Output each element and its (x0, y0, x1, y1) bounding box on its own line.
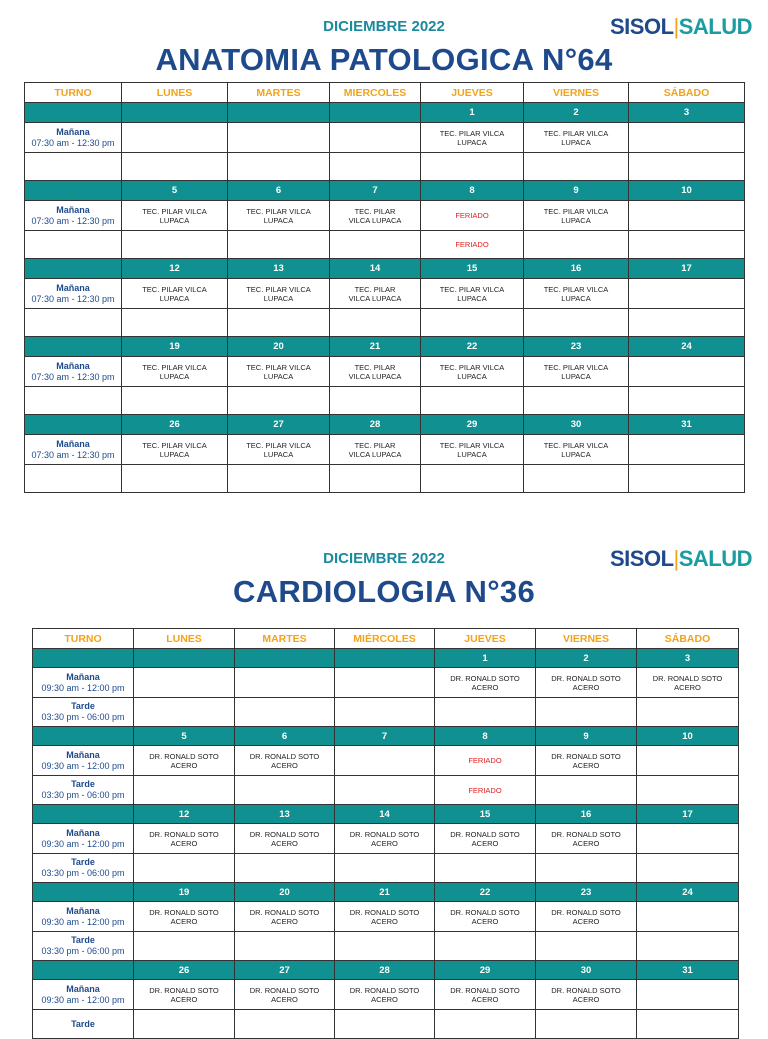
shift-row (25, 435, 745, 465)
turno-time: 03:30 pm - 06:00 pm (41, 790, 125, 800)
schedule-cell (637, 932, 739, 961)
date-cell: 24 (629, 337, 745, 357)
date-row (33, 805, 739, 824)
schedule-cell (629, 465, 745, 493)
schedule-cell (524, 465, 629, 493)
date-cell: 26 (122, 415, 228, 435)
turno-cell (33, 668, 134, 698)
schedule-cell (629, 309, 745, 337)
schedule-cell: TEC. PILAR VILCA LUPACA (421, 279, 524, 309)
column-header: MARTES (228, 83, 330, 103)
turno-label: Mañana (66, 983, 100, 994)
schedule-cell (335, 1010, 435, 1039)
turno-label: Mañana (66, 827, 100, 838)
schedule-cell (330, 231, 421, 259)
date-cell: 21 (335, 883, 435, 902)
date-row (33, 883, 739, 902)
shift-row (25, 387, 745, 415)
date-cell: 5 (134, 727, 235, 746)
turno-time: 09:30 am - 12:00 pm (41, 760, 125, 771)
schedule-cell: TEC. PILAR VILCA LUPACA (330, 435, 421, 465)
date-cell: 9 (524, 181, 629, 201)
column-header: JUEVES (421, 83, 524, 103)
turno-cell (25, 123, 122, 153)
schedule-cell (435, 698, 536, 727)
turno-time: 07:30 am - 12:30 pm (31, 293, 115, 304)
date-cell-empty (33, 727, 134, 746)
turno-cell (33, 1010, 134, 1039)
schedule-cell: TEC. PILAR VILCA LUPACA (524, 123, 629, 153)
date-cell: 3 (629, 103, 745, 123)
header-row (33, 629, 739, 649)
date-cell-empty (25, 181, 122, 201)
turno-time: 09:30 am - 12:00 pm (41, 994, 125, 1005)
schedule-cell: TEC. PILAR VILCA LUPACA (421, 123, 524, 153)
shift-row (33, 776, 739, 805)
schedule-cell: DR. RONALD SOTO ACERO (235, 746, 335, 776)
schedule-cell: DR. RONALD SOTO ACERO (536, 746, 637, 776)
turno-label: Tarde (71, 935, 95, 945)
date-cell: 7 (330, 181, 421, 201)
schedule-cell (629, 435, 745, 465)
schedule-cell: TEC. PILAR VILCA LUPACA (122, 357, 228, 387)
turno-label: Mañana (56, 360, 90, 371)
schedule-cell: FERIADO (435, 746, 536, 776)
date-cell (134, 649, 235, 668)
column-header: SÁBADO (629, 83, 745, 103)
shift-row (25, 231, 745, 259)
turno-time: 07:30 am - 12:30 pm (31, 371, 115, 382)
turno-label: Mañana (66, 671, 100, 682)
date-cell: 27 (235, 961, 335, 980)
column-header: MARTES (235, 629, 335, 649)
column-header: VIERNES (536, 629, 637, 649)
schedule-cell (637, 776, 739, 805)
schedule-cell (536, 698, 637, 727)
schedule-cell: FERIADO (421, 231, 524, 259)
schedule-cell (134, 1010, 235, 1039)
schedule-cell (330, 309, 421, 337)
turno-cell (25, 231, 122, 259)
turno-label: Mañana (66, 749, 100, 760)
date-cell: 13 (228, 259, 330, 279)
schedule-cell (335, 854, 435, 883)
sisol-salud-logo: SISOL|SALUD (610, 546, 753, 571)
turno-time: 03:30 pm - 06:00 pm (41, 712, 125, 722)
schedule-cell: TEC. PILAR VILCA LUPACA (524, 435, 629, 465)
schedule-cell (330, 387, 421, 415)
schedule-cell (524, 153, 629, 181)
date-cell: 24 (637, 883, 739, 902)
schedule-cell: TEC. PILAR VILCA LUPACA (228, 357, 330, 387)
turno-cell (33, 854, 134, 883)
schedule-cell: DR. RONALD SOTO ACERO (435, 824, 536, 854)
turno-label: Mañana (56, 126, 90, 137)
schedule-cell (637, 698, 739, 727)
schedule-cell (629, 201, 745, 231)
turno-time: 09:30 am - 12:00 pm (41, 916, 125, 927)
column-header: TURNO (25, 83, 122, 103)
schedule-cell (637, 1010, 739, 1039)
schedule-cell: DR. RONALD SOTO ACERO (235, 824, 335, 854)
date-cell: 23 (524, 337, 629, 357)
turno-cell (33, 902, 134, 932)
date-cell-empty (33, 649, 134, 668)
date-cell-empty (25, 103, 122, 123)
shift-row (33, 668, 739, 698)
turno-cell (25, 279, 122, 309)
schedule-cell: DR. RONALD SOTO ACERO (134, 824, 235, 854)
date-cell (235, 649, 335, 668)
schedule-cell: TEC. PILAR VILCA LUPACA (122, 279, 228, 309)
month-label: DICIEMBRE 2022 (323, 550, 445, 567)
schedule-cell (524, 231, 629, 259)
schedule-cell: DR. RONALD SOTO ACERO (235, 980, 335, 1010)
header-row (25, 83, 745, 103)
schedule-cell (235, 776, 335, 805)
date-cell-empty (25, 415, 122, 435)
schedule-cell: TEC. PILAR VILCA LUPACA (228, 201, 330, 231)
turno-cell (25, 309, 122, 337)
page-title: CARDIOLOGIA N°36 (233, 574, 535, 609)
schedule-cell: DR. RONALD SOTO ACERO (536, 902, 637, 932)
schedule-cell (435, 932, 536, 961)
schedule-cell (122, 123, 228, 153)
shift-row (25, 309, 745, 337)
schedule-cell: DR. RONALD SOTO ACERO (536, 824, 637, 854)
shift-row (25, 153, 745, 181)
date-cell: 31 (629, 415, 745, 435)
date-cell: 2 (524, 103, 629, 123)
date-cell: 20 (228, 337, 330, 357)
schedule-cell (629, 357, 745, 387)
date-cell: 14 (335, 805, 435, 824)
schedule-cell (235, 932, 335, 961)
schedule-cell: TEC. PILAR VILCA LUPACA (421, 435, 524, 465)
schedule-cell (335, 698, 435, 727)
schedule-cell (637, 980, 739, 1010)
turno-cell (25, 357, 122, 387)
shift-row (33, 1010, 739, 1039)
schedule-cell (335, 668, 435, 698)
shift-row (33, 746, 739, 776)
schedule-cell (536, 932, 637, 961)
turno-cell (33, 746, 134, 776)
schedule-cell: DR. RONALD SOTO ACERO (435, 902, 536, 932)
column-header: JUEVES (435, 629, 536, 649)
schedule-cell (134, 776, 235, 805)
turno-cell (25, 465, 122, 493)
column-header: SÁBADO (637, 629, 739, 649)
date-cell: 12 (134, 805, 235, 824)
schedule-cell (435, 1010, 536, 1039)
schedule-cell: TEC. PILAR VILCA LUPACA (122, 435, 228, 465)
schedule-cell (330, 153, 421, 181)
turno-cell (25, 153, 122, 181)
schedule-cell (228, 387, 330, 415)
schedule-cell: DR. RONALD SOTO ACERO (335, 902, 435, 932)
schedule-cell: TEC. PILAR VILCA LUPACA (122, 201, 228, 231)
date-cell: 6 (228, 181, 330, 201)
schedule-cell (637, 746, 739, 776)
date-cell-empty (33, 805, 134, 824)
shift-row (33, 902, 739, 932)
turno-cell (33, 776, 134, 805)
date-cell: 10 (637, 727, 739, 746)
column-header: TURNO (33, 629, 134, 649)
schedule-cell (629, 231, 745, 259)
schedule-cell (421, 387, 524, 415)
schedule-cell (235, 854, 335, 883)
turno-label: Tarde (71, 1018, 95, 1029)
schedule-cell (122, 387, 228, 415)
turno-label: Mañana (66, 905, 100, 916)
date-cell-empty (25, 337, 122, 357)
turno-cell (25, 201, 122, 231)
date-cell: 12 (122, 259, 228, 279)
schedule-cell (335, 932, 435, 961)
turno-time: 07:30 am - 12:30 pm (31, 215, 115, 226)
sisol-salud-logo: SISOL|SALUD (610, 14, 753, 39)
shift-row (33, 854, 739, 883)
schedule-cell (435, 854, 536, 883)
schedule-cell (536, 854, 637, 883)
turno-label: Mañana (56, 282, 90, 293)
month-label: DICIEMBRE 2022 (323, 18, 445, 35)
turno-label: Mañana (56, 204, 90, 215)
shift-row (25, 357, 745, 387)
schedule-cell: FERIADO (435, 776, 536, 805)
date-cell: 30 (536, 961, 637, 980)
schedule-cell: DR. RONALD SOTO ACERO (536, 980, 637, 1010)
schedule-cell: TEC. PILAR VILCA LUPACA (421, 357, 524, 387)
date-cell: 14 (330, 259, 421, 279)
date-cell: 17 (637, 805, 739, 824)
date-cell: 28 (330, 415, 421, 435)
date-row (33, 961, 739, 980)
turno-label: Tarde (71, 857, 95, 867)
schedule-cell: DR. RONALD SOTO ACERO (435, 980, 536, 1010)
schedule-cell: DR. RONALD SOTO ACERO (134, 902, 235, 932)
schedule-cell: TEC. PILAR VILCA LUPACA (524, 279, 629, 309)
date-cell: 1 (421, 103, 524, 123)
schedule-cell (235, 1010, 335, 1039)
date-cell: 5 (122, 181, 228, 201)
date-row (25, 259, 745, 279)
schedule-table (32, 628, 739, 1039)
schedule-cell: TEC. PILAR VILCA LUPACA (330, 201, 421, 231)
date-cell: 30 (524, 415, 629, 435)
date-cell: 26 (134, 961, 235, 980)
schedule-cell (122, 231, 228, 259)
schedule-cell (122, 153, 228, 181)
schedule-cell (637, 824, 739, 854)
schedule-cell: DR. RONALD SOTO ACERO (536, 668, 637, 698)
shift-row (25, 465, 745, 493)
schedule-cell: TEC. PILAR VILCA LUPACA (330, 279, 421, 309)
date-row (25, 415, 745, 435)
turno-cell (25, 435, 122, 465)
schedule-cell (536, 776, 637, 805)
schedule-cell (524, 309, 629, 337)
schedule-cell (637, 854, 739, 883)
column-header: MIERCOLES (330, 83, 421, 103)
schedule-cell (629, 153, 745, 181)
page-title: ANATOMIA PATOLOGICA N°64 (155, 42, 613, 77)
turno-time: 07:30 am - 12:30 pm (31, 449, 115, 460)
date-row (33, 727, 739, 746)
schedule-cell: DR. RONALD SOTO ACERO (235, 902, 335, 932)
schedule-cell: TEC. PILAR VILCA LUPACA (228, 435, 330, 465)
schedule-cell (637, 902, 739, 932)
schedule-cell: DR. RONALD SOTO ACERO (335, 824, 435, 854)
turno-cell (33, 932, 134, 961)
schedule-cell (228, 231, 330, 259)
shift-row (33, 824, 739, 854)
schedule-cell: DR. RONALD SOTO ACERO (637, 668, 739, 698)
schedule-cell (629, 123, 745, 153)
schedule-cell (228, 123, 330, 153)
date-row (25, 337, 745, 357)
date-cell: 22 (435, 883, 536, 902)
schedule-cell: TEC. PILAR VILCA LUPACA (524, 357, 629, 387)
column-header: LUNES (122, 83, 228, 103)
date-cell (228, 103, 330, 123)
turno-cell (33, 698, 134, 727)
schedule-cell (122, 309, 228, 337)
turno-cell (33, 980, 134, 1010)
date-row (25, 103, 745, 123)
date-cell (330, 103, 421, 123)
schedule-cell: DR. RONALD SOTO ACERO (134, 746, 235, 776)
shift-row (25, 123, 745, 153)
shift-row (25, 201, 745, 231)
date-cell: 8 (421, 181, 524, 201)
schedule-cell (335, 776, 435, 805)
schedule-cell: TEC. PILAR VILCA LUPACA (330, 357, 421, 387)
date-cell: 9 (536, 727, 637, 746)
schedule-cell: TEC. PILAR VILCA LUPACA (228, 279, 330, 309)
turno-time: 03:30 pm - 06:00 pm (41, 946, 125, 956)
date-cell: 31 (637, 961, 739, 980)
schedule-cell (134, 668, 235, 698)
date-cell: 2 (536, 649, 637, 668)
date-cell: 20 (235, 883, 335, 902)
turno-time: 09:30 am - 12:00 pm (41, 838, 125, 849)
date-cell: 22 (421, 337, 524, 357)
turno-time: 07:30 am - 12:30 pm (31, 137, 115, 148)
schedule-cell (134, 854, 235, 883)
schedule-cell: DR. RONALD SOTO ACERO (335, 980, 435, 1010)
date-row (25, 181, 745, 201)
date-cell: 29 (435, 961, 536, 980)
schedule-cell (122, 465, 228, 493)
column-header: VIERNES (524, 83, 629, 103)
schedule-cell (330, 123, 421, 153)
schedule-cell (629, 279, 745, 309)
schedule-cell: DR. RONALD SOTO ACERO (134, 980, 235, 1010)
turno-time: 03:30 pm - 06:00 pm (41, 868, 125, 878)
date-cell: 13 (235, 805, 335, 824)
column-header: MIÉRCOLES (335, 629, 435, 649)
date-cell-empty (33, 961, 134, 980)
column-header: LUNES (134, 629, 235, 649)
schedule-cell: TEC. PILAR VILCA LUPACA (524, 201, 629, 231)
date-cell (122, 103, 228, 123)
date-cell: 27 (228, 415, 330, 435)
date-cell-empty (25, 259, 122, 279)
schedule-cell (335, 746, 435, 776)
shift-row (25, 279, 745, 309)
date-cell: 1 (435, 649, 536, 668)
turno-label: Mañana (56, 438, 90, 449)
schedule-cell (228, 309, 330, 337)
schedule-cell (421, 153, 524, 181)
shift-row (33, 932, 739, 961)
date-cell (335, 649, 435, 668)
date-cell: 6 (235, 727, 335, 746)
date-cell: 16 (524, 259, 629, 279)
schedule-cell (235, 668, 335, 698)
schedule-cell (421, 309, 524, 337)
turno-time: 09:30 am - 12:00 pm (41, 682, 125, 693)
date-cell: 28 (335, 961, 435, 980)
date-cell: 7 (335, 727, 435, 746)
schedule-cell (134, 698, 235, 727)
turno-label: Tarde (71, 701, 95, 711)
date-cell: 19 (134, 883, 235, 902)
shift-row (33, 698, 739, 727)
date-cell: 10 (629, 181, 745, 201)
turno-cell (25, 387, 122, 415)
date-cell: 19 (122, 337, 228, 357)
schedule-cell: FERIADO (421, 201, 524, 231)
date-cell: 8 (435, 727, 536, 746)
date-cell: 15 (421, 259, 524, 279)
shift-row (33, 980, 739, 1010)
schedule-cell (330, 465, 421, 493)
date-cell: 16 (536, 805, 637, 824)
date-cell-empty (33, 883, 134, 902)
date-row (33, 649, 739, 668)
date-cell: 21 (330, 337, 421, 357)
schedule-cell (228, 153, 330, 181)
schedule-cell (421, 465, 524, 493)
schedule-table (24, 82, 745, 493)
schedule-cell (524, 387, 629, 415)
date-cell: 15 (435, 805, 536, 824)
schedule-cell (235, 698, 335, 727)
schedule-cell (536, 1010, 637, 1039)
turno-label: Tarde (71, 779, 95, 789)
schedule-cell: DR. RONALD SOTO ACERO (435, 668, 536, 698)
turno-cell (33, 824, 134, 854)
schedule-cell (629, 387, 745, 415)
date-cell: 3 (637, 649, 739, 668)
date-cell: 17 (629, 259, 745, 279)
schedule-cell (228, 465, 330, 493)
date-cell: 29 (421, 415, 524, 435)
date-cell: 23 (536, 883, 637, 902)
schedule-cell (134, 932, 235, 961)
